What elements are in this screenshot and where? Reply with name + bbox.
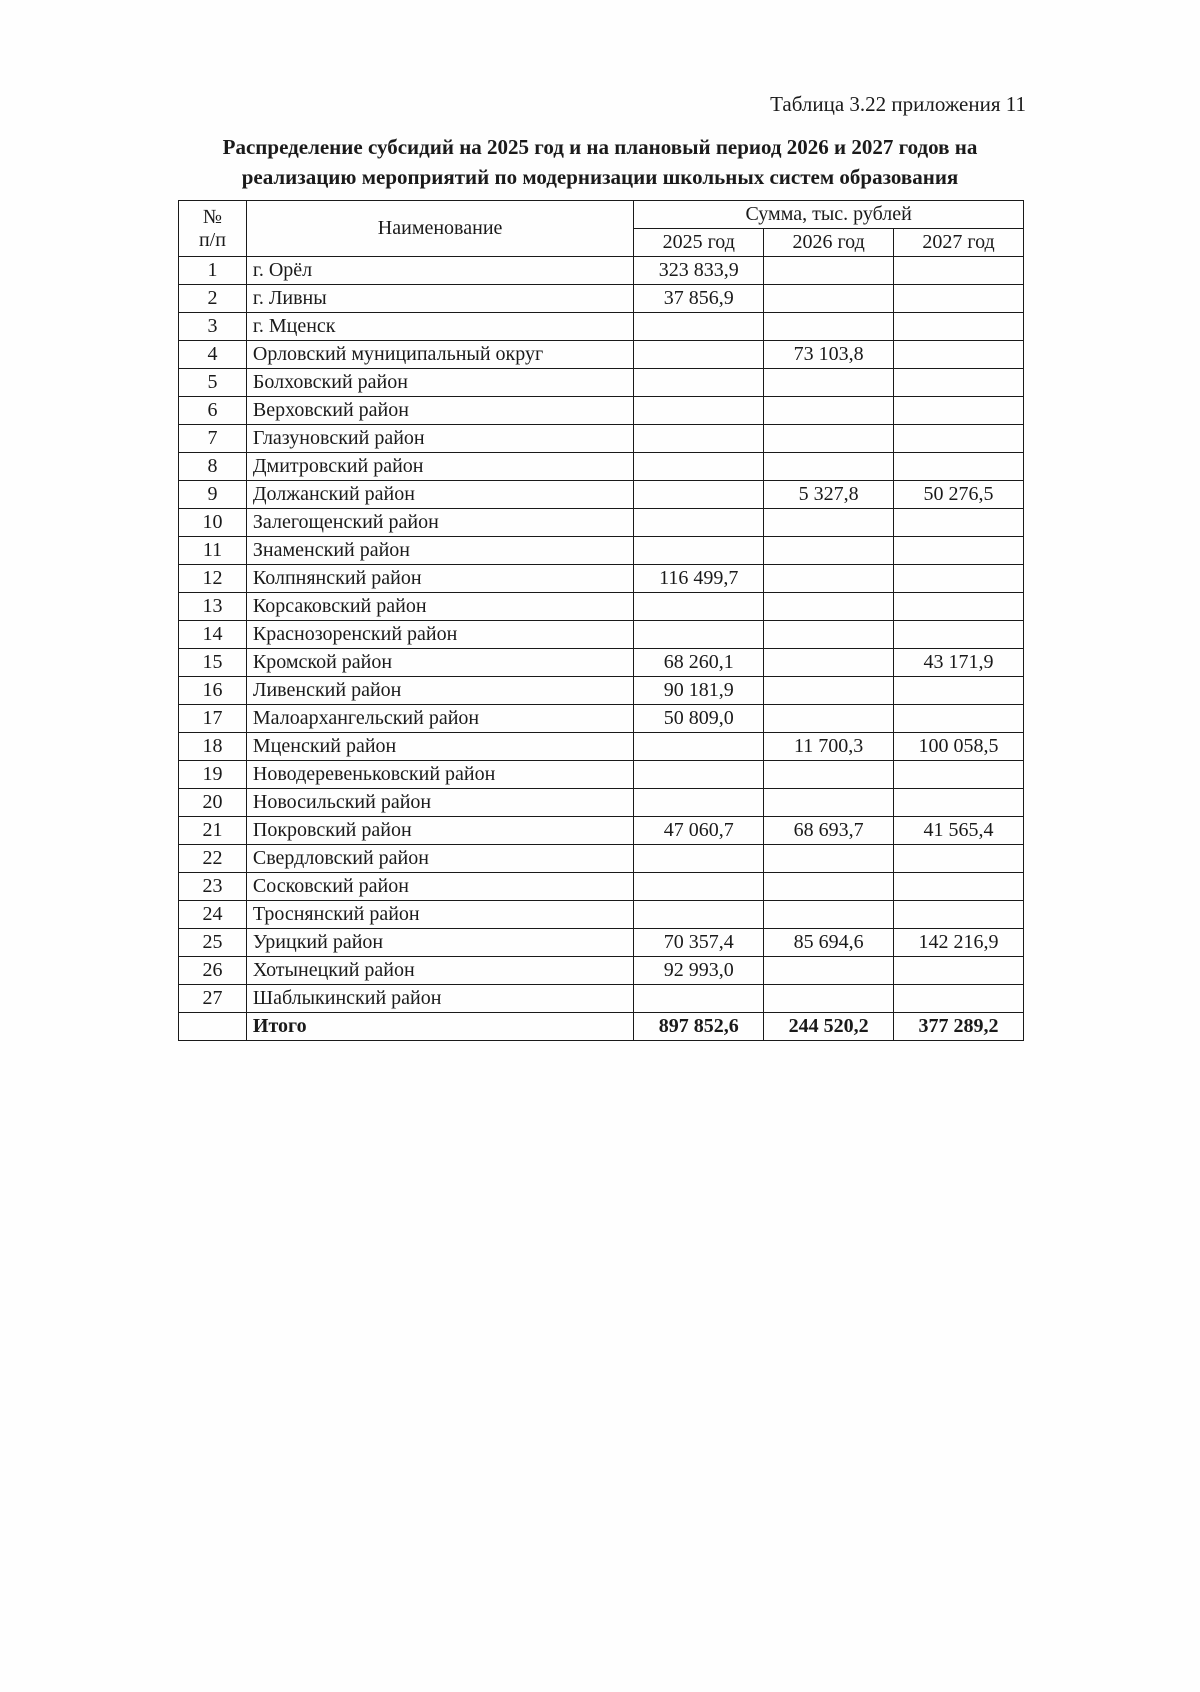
value-2025: 116 499,7 (634, 565, 764, 593)
value-2027 (894, 845, 1024, 873)
table-row (179, 705, 1024, 733)
total-cell: 377 289,2 (894, 1013, 1024, 1041)
value-2027 (894, 425, 1024, 453)
header-num-bottom: п/п (198, 228, 226, 251)
table-row (179, 845, 1024, 873)
value-2025 (634, 369, 764, 397)
table-row (179, 285, 1024, 313)
table-row (179, 677, 1024, 705)
row-name: Мценский район (246, 733, 633, 761)
document-title-line1: Распределение субсидий на 2025 год и на плановый период 2026 и 2027 годов на (222, 135, 978, 159)
value-2027 (894, 985, 1024, 1013)
row-name: Орловский муниципальный округ (246, 341, 633, 369)
value-2025: 37 856,9 (634, 285, 764, 313)
row-number: 1 (179, 257, 247, 285)
total-row (179, 1013, 1024, 1041)
table-row (179, 593, 1024, 621)
value-2027 (894, 509, 1024, 537)
row-name: Троснянский район (246, 901, 633, 929)
value-2027 (894, 453, 1024, 481)
value-2025 (634, 453, 764, 481)
header-year-2026: 2026 год (764, 229, 894, 257)
row-name: Ливенский район (246, 677, 633, 705)
value-2025 (634, 873, 764, 901)
value-2027 (894, 593, 1024, 621)
value-2027: 100 058,5 (894, 733, 1024, 761)
row-number: 7 (179, 425, 247, 453)
value-2025 (634, 593, 764, 621)
row-number: 8 (179, 453, 247, 481)
row-number: 24 (179, 901, 247, 929)
row-name: Верховский район (246, 397, 633, 425)
row-number: 23 (179, 873, 247, 901)
value-2025 (634, 481, 764, 509)
value-2027 (894, 313, 1024, 341)
row-number: 2 (179, 285, 247, 313)
row-number: 26 (179, 957, 247, 985)
value-2026 (764, 397, 894, 425)
value-2027 (894, 957, 1024, 985)
table-row (179, 509, 1024, 537)
value-2025 (634, 313, 764, 341)
value-2025: 92 993,0 (634, 957, 764, 985)
table-row (179, 789, 1024, 817)
value-2027 (894, 901, 1024, 929)
value-2027 (894, 285, 1024, 313)
table-row (179, 257, 1024, 285)
document-title-line2: реализацию мероприятий по модернизации школьных систем образования (241, 165, 959, 190)
value-2026 (764, 425, 894, 453)
document-title (170, 132, 1030, 193)
value-2026 (764, 789, 894, 817)
value-2026 (764, 901, 894, 929)
value-2027 (894, 397, 1024, 425)
row-number: 16 (179, 677, 247, 705)
value-2026 (764, 845, 894, 873)
header-year-2025: 2025 год (634, 229, 764, 257)
value-2027 (894, 789, 1024, 817)
row-number: 20 (179, 789, 247, 817)
value-2027 (894, 565, 1024, 593)
value-2025 (634, 985, 764, 1013)
value-2025: 68 260,1 (634, 649, 764, 677)
value-2025: 47 060,7 (634, 817, 764, 845)
value-2026 (764, 453, 894, 481)
value-2027 (894, 621, 1024, 649)
value-2025: 323 833,9 (634, 257, 764, 285)
value-2026 (764, 257, 894, 285)
value-2027: 50 276,5 (894, 481, 1024, 509)
value-2026 (764, 285, 894, 313)
value-2026 (764, 957, 894, 985)
header-name: Наименование (246, 201, 633, 257)
value-2025 (634, 425, 764, 453)
value-2026 (764, 537, 894, 565)
header-num (179, 201, 247, 257)
row-name: Шаблыкинский район (246, 985, 633, 1013)
value-2025: 90 181,9 (634, 677, 764, 705)
value-2026 (764, 985, 894, 1013)
value-2026: 73 103,8 (764, 341, 894, 369)
value-2027: 43 171,9 (894, 649, 1024, 677)
value-2025: 70 357,4 (634, 929, 764, 957)
row-number: 27 (179, 985, 247, 1013)
row-name: Урицкий район (246, 929, 633, 957)
row-number: 21 (179, 817, 247, 845)
value-2025 (634, 761, 764, 789)
value-2025 (634, 789, 764, 817)
table-row (179, 761, 1024, 789)
value-2026: 11 700,3 (764, 733, 894, 761)
table-row (179, 425, 1024, 453)
value-2027: 41 565,4 (894, 817, 1024, 845)
row-name: Залегощенский район (246, 509, 633, 537)
row-number: 25 (179, 929, 247, 957)
value-2026 (764, 313, 894, 341)
row-number: 11 (179, 537, 247, 565)
value-2025 (634, 845, 764, 873)
row-name: г. Ливны (246, 285, 633, 313)
row-name: Дмитровский район (246, 453, 633, 481)
row-name: Новодеревеньковский район (246, 761, 633, 789)
value-2026 (764, 621, 894, 649)
table-row (179, 957, 1024, 985)
row-name: Колпнянский район (246, 565, 633, 593)
value-2027 (894, 341, 1024, 369)
value-2025 (634, 397, 764, 425)
value-2025 (634, 901, 764, 929)
row-number: 10 (179, 509, 247, 537)
value-2025 (634, 509, 764, 537)
row-name: г. Мценск (246, 313, 633, 341)
value-2027 (894, 537, 1024, 565)
table-row (179, 733, 1024, 761)
row-name: Корсаковский район (246, 593, 633, 621)
value-2026: 68 693,7 (764, 817, 894, 845)
row-number: 9 (179, 481, 247, 509)
value-2026 (764, 649, 894, 677)
total-cell (179, 1013, 247, 1041)
table-row (179, 537, 1024, 565)
value-2026 (764, 593, 894, 621)
table-row (179, 985, 1024, 1013)
value-2026: 5 327,8 (764, 481, 894, 509)
row-name: Кромской район (246, 649, 633, 677)
table-row (179, 369, 1024, 397)
table-row (179, 901, 1024, 929)
row-number: 15 (179, 649, 247, 677)
value-2025 (634, 733, 764, 761)
row-name: Хотынецкий район (246, 957, 633, 985)
row-name: Глазуновский район (246, 425, 633, 453)
header-year-2027: 2027 год (894, 229, 1024, 257)
value-2027 (894, 257, 1024, 285)
value-2027 (894, 369, 1024, 397)
row-number: 3 (179, 313, 247, 341)
table-row (179, 873, 1024, 901)
value-2027: 142 216,9 (894, 929, 1024, 957)
table-row (179, 817, 1024, 845)
row-number: 19 (179, 761, 247, 789)
total-cell: 244 520,2 (764, 1013, 894, 1041)
value-2027 (894, 761, 1024, 789)
row-name: Свердловский район (246, 845, 633, 873)
row-name: Сосковский район (246, 873, 633, 901)
value-2026 (764, 761, 894, 789)
table-row (179, 453, 1024, 481)
value-2025: 50 809,0 (634, 705, 764, 733)
value-2026 (764, 369, 894, 397)
table-row (179, 929, 1024, 957)
table-row (179, 649, 1024, 677)
row-number: 4 (179, 341, 247, 369)
table-body (179, 257, 1024, 1041)
table-row (179, 341, 1024, 369)
table-row (179, 313, 1024, 341)
value-2027 (894, 677, 1024, 705)
table-caption: Таблица 3.22 приложения 11 (770, 92, 1026, 116)
subsidies-table (178, 200, 1024, 1041)
value-2026 (764, 565, 894, 593)
table-row (179, 565, 1024, 593)
table-row (179, 481, 1024, 509)
value-2026 (764, 509, 894, 537)
row-name: г. Орёл (246, 257, 633, 285)
value-2026: 85 694,6 (764, 929, 894, 957)
value-2025 (634, 621, 764, 649)
row-name: Краснозоренский район (246, 621, 633, 649)
value-2026 (764, 705, 894, 733)
row-number: 22 (179, 845, 247, 873)
row-number: 14 (179, 621, 247, 649)
value-2027 (894, 705, 1024, 733)
table-header (179, 201, 1024, 257)
value-2026 (764, 873, 894, 901)
row-name: Знаменский район (246, 537, 633, 565)
table-row (179, 621, 1024, 649)
header-num-top: № (202, 205, 222, 228)
row-name: Покровский район (246, 817, 633, 845)
row-name: Малоархангельский район (246, 705, 633, 733)
total-cell: 897 852,6 (634, 1013, 764, 1041)
row-name: Новосильский район (246, 789, 633, 817)
total-cell: Итого (246, 1013, 633, 1041)
row-number: 5 (179, 369, 247, 397)
row-name: Болховский район (246, 369, 633, 397)
value-2025 (634, 341, 764, 369)
row-name: Должанский район (246, 481, 633, 509)
row-number: 6 (179, 397, 247, 425)
value-2025 (634, 537, 764, 565)
table-row (179, 397, 1024, 425)
value-2027 (894, 873, 1024, 901)
row-number: 12 (179, 565, 247, 593)
value-2026 (764, 677, 894, 705)
header-sum-group: Сумма, тыс. рублей (634, 201, 1024, 229)
row-number: 13 (179, 593, 247, 621)
row-number: 17 (179, 705, 247, 733)
row-number: 18 (179, 733, 247, 761)
